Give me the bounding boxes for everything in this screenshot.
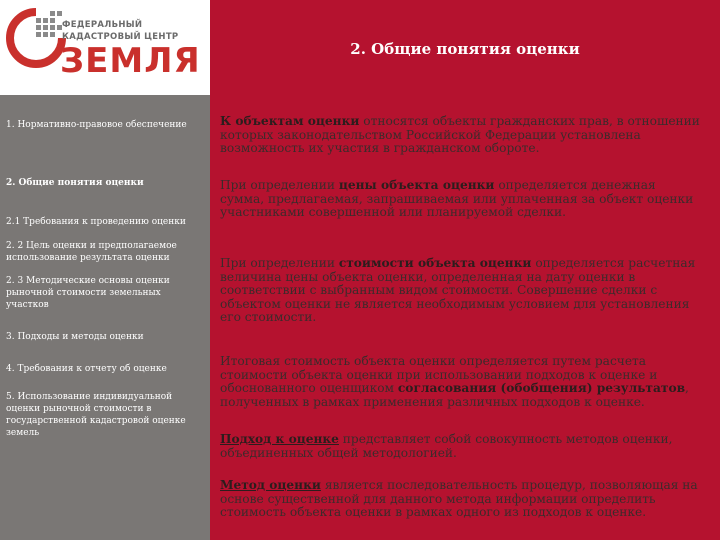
term-reconciliation: согласования (обобщения) результатов: [397, 381, 686, 395]
sidebar-item-requirements[interactable]: 2.1 Требования к проведению оценки: [6, 217, 186, 227]
sidebar: [0, 95, 210, 540]
paragraph-method: [220, 479, 700, 520]
term-value: стоимости объекта оценки: [338, 256, 532, 270]
term-objects: К объектам оценки: [220, 114, 360, 128]
paragraph-final-value: [220, 355, 700, 409]
sidebar-item-general-concepts[interactable]: 2. Общие понятия оценки: [6, 178, 144, 188]
paragraph-price: [220, 179, 700, 220]
sidebar-item-approaches[interactable]: 3. Подходы и методы оценки: [6, 332, 144, 342]
paragraph-text: , полученных в рамках применения различных подходов к оценке.: [220, 381, 689, 409]
logo: [0, 0, 210, 95]
paragraph-text: Итоговая стоимость объекта оценки определяется путем расчета стоимости объекта оценки при использовании подходов к оценке и обоснованного оценщиком: [220, 354, 658, 395]
paragraph-text: определяется денежная сумма, предлагаемая, запрашиваемая или уплаченная за объект оценки участниками совершенной или планируемой сделки.: [220, 178, 694, 219]
sidebar-item-purpose[interactable]: 2. 2 Цель оценки и предполагаемое использование результата оценки: [6, 241, 177, 263]
logo-line2: КАДАСТРОВЫЙ ЦЕНТР: [62, 32, 179, 42]
main-content: [210, 95, 720, 540]
sidebar-item-report[interactable]: 4. Требования к отчету об оценке: [6, 364, 167, 374]
sidebar-item-cadastral[interactable]: 5. Использование индивидуальной оценки рыночной стоимости в государственной кадастровой оценке земель: [6, 392, 186, 438]
sidebar-item-legal[interactable]: 1. Нормативно-правовое обеспечение: [6, 120, 187, 130]
paragraph-text: определяется расчетная величина цены объекта оценки, определенная на дату оценки в соответствии с выбранным видом стоимости. Совершение сделки с объектом оценки не является необходимым условием для установления его стоимости.: [220, 256, 696, 324]
paragraph-value: [220, 257, 700, 325]
logo-line1: ФЕДЕРАЛЬНЫЙ: [62, 20, 143, 30]
sidebar-item-methodology[interactable]: 2. 3 Методические основы оценки рыночной стоимости земельных участков: [6, 276, 170, 310]
paragraph-text: При определении: [220, 178, 339, 192]
paragraph-text: является последовательность процедур, позволяющая на основе существенной для данного метода информации определить стоимость объекта оценки в рамках одного из подходов к оценке.: [220, 478, 698, 519]
term-approach: Подход к оценке: [220, 432, 339, 446]
page-title: 2. Общие понятия оценки: [350, 40, 580, 58]
paragraph-text: относятся объекты гражданских прав, в отношении которых законодательством Российской Федерации установлена возможность их участия в гражданском обороте.: [220, 114, 700, 155]
header-bar: [210, 0, 720, 95]
paragraph-text: представляет собой совокупность методов оценки, объединенных общей методологией.: [220, 432, 673, 460]
logo-word: ЗЕМЛЯ: [60, 41, 201, 81]
paragraph-approach: [220, 433, 700, 460]
term-price: цены объекта оценки: [338, 178, 495, 192]
paragraph-objects: [220, 115, 700, 156]
paragraph-text: При определении: [220, 256, 339, 270]
logo-emblem-icon: [6, 8, 66, 88]
term-method: Метод оценки: [220, 478, 321, 492]
